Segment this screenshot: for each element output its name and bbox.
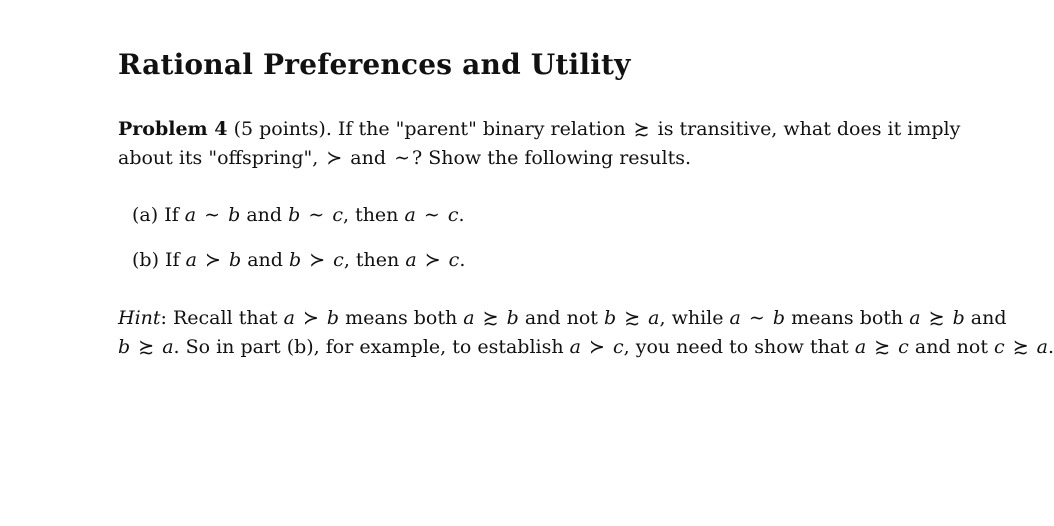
succsim-symbol: ≿ [1012,336,1029,358]
math-var: b [118,336,131,358]
item-label: (a) [132,204,159,226]
succ-symbol: ≻ [589,336,605,358]
hint-text: , you need to show that [623,336,849,358]
math-var: c [898,336,909,358]
succsim-symbol: ≿ [624,307,641,329]
math-var: a [648,307,660,329]
math-var: a [569,336,581,358]
sim-symbol: ∼ [748,307,765,329]
hint-label: Hint [118,307,161,329]
problem-label: Problem 4 [118,118,228,140]
problem-line-1 [118,115,960,144]
hint-text: , while [659,307,724,329]
problem-text: and [350,147,387,169]
succ-symbol: ≻ [309,249,326,271]
hint-text: and not [914,336,988,358]
hint-text: means both [345,307,458,329]
hint-text: and [970,307,1007,329]
math-var: c [333,249,344,271]
hint-text: means both [791,307,904,329]
item-label: (b) [132,249,159,271]
item-text: . [458,204,465,226]
succsim-symbol: ≿ [928,307,945,329]
item-text: . [459,249,466,271]
math-var: a [463,307,475,329]
math-var: b [288,249,302,271]
list-item-a [132,201,465,230]
succsim-symbol: ≿ [138,336,155,358]
math-var: a [909,307,921,329]
item-text: , then [342,204,399,226]
math-var: b [772,307,786,329]
hint-line-2 [118,333,1054,362]
math-var: a [162,336,174,358]
math-var: a [283,307,295,329]
problem-text: ? Show the following results. [412,147,692,169]
succsim-symbol: ≿ [874,336,891,358]
item-text: and [247,249,283,271]
item-text: If [165,249,180,271]
problem-statement [118,115,960,173]
math-var: c [994,336,1005,358]
math-var: b [603,307,617,329]
problem-text: is transitive, what does it imply [657,118,961,140]
math-var: a [184,204,197,226]
math-var: a [854,336,867,358]
document-page [118,0,1054,526]
math-var: a [185,249,197,271]
hint-text: : [160,307,167,329]
hint-text: Recall that [172,307,278,329]
math-var: a [404,204,416,226]
problem-text: about its "offspring", [118,147,319,169]
math-var: b [228,249,242,271]
math-var: c [447,204,459,226]
hint-paragraph [118,304,1054,362]
problem-points: (5 points). [233,118,332,140]
list-item-b [132,246,465,275]
problem-text: If the "parent" binary relation [337,118,626,140]
hint-line-1 [118,304,1054,333]
math-var: b [228,204,241,226]
math-var: c [612,336,624,358]
hint-text: . [1048,336,1054,358]
item-text: If [164,204,179,226]
math-var: b [506,307,519,329]
sim-symbol: ∼ [394,147,410,169]
sim-symbol: ∼ [423,204,440,226]
math-var: b [288,204,301,226]
sim-symbol: ∼ [204,204,221,226]
math-var: c [332,204,343,226]
sim-symbol: ∼ [308,204,325,226]
math-var: a [1036,336,1048,358]
hint-text: . So in part (b), for example, to establish [173,336,564,358]
math-var: c [448,249,460,271]
hint-text: and not [524,307,598,329]
page-title: Rational Preferences and Utility [118,48,631,81]
item-text: and [246,204,283,226]
succ-symbol: ≻ [302,307,319,329]
math-var: b [326,307,340,329]
item-text: , then [343,249,400,271]
math-var: a [405,249,417,271]
succsim-symbol: ≿ [482,307,499,329]
math-var: a [729,307,741,329]
succ-symbol: ≻ [424,249,441,271]
succsim-symbol: ≿ [633,118,650,140]
math-var: b [952,307,965,329]
problem-line-2 [118,144,960,173]
succ-symbol: ≻ [326,147,343,169]
succ-symbol: ≻ [205,249,221,271]
